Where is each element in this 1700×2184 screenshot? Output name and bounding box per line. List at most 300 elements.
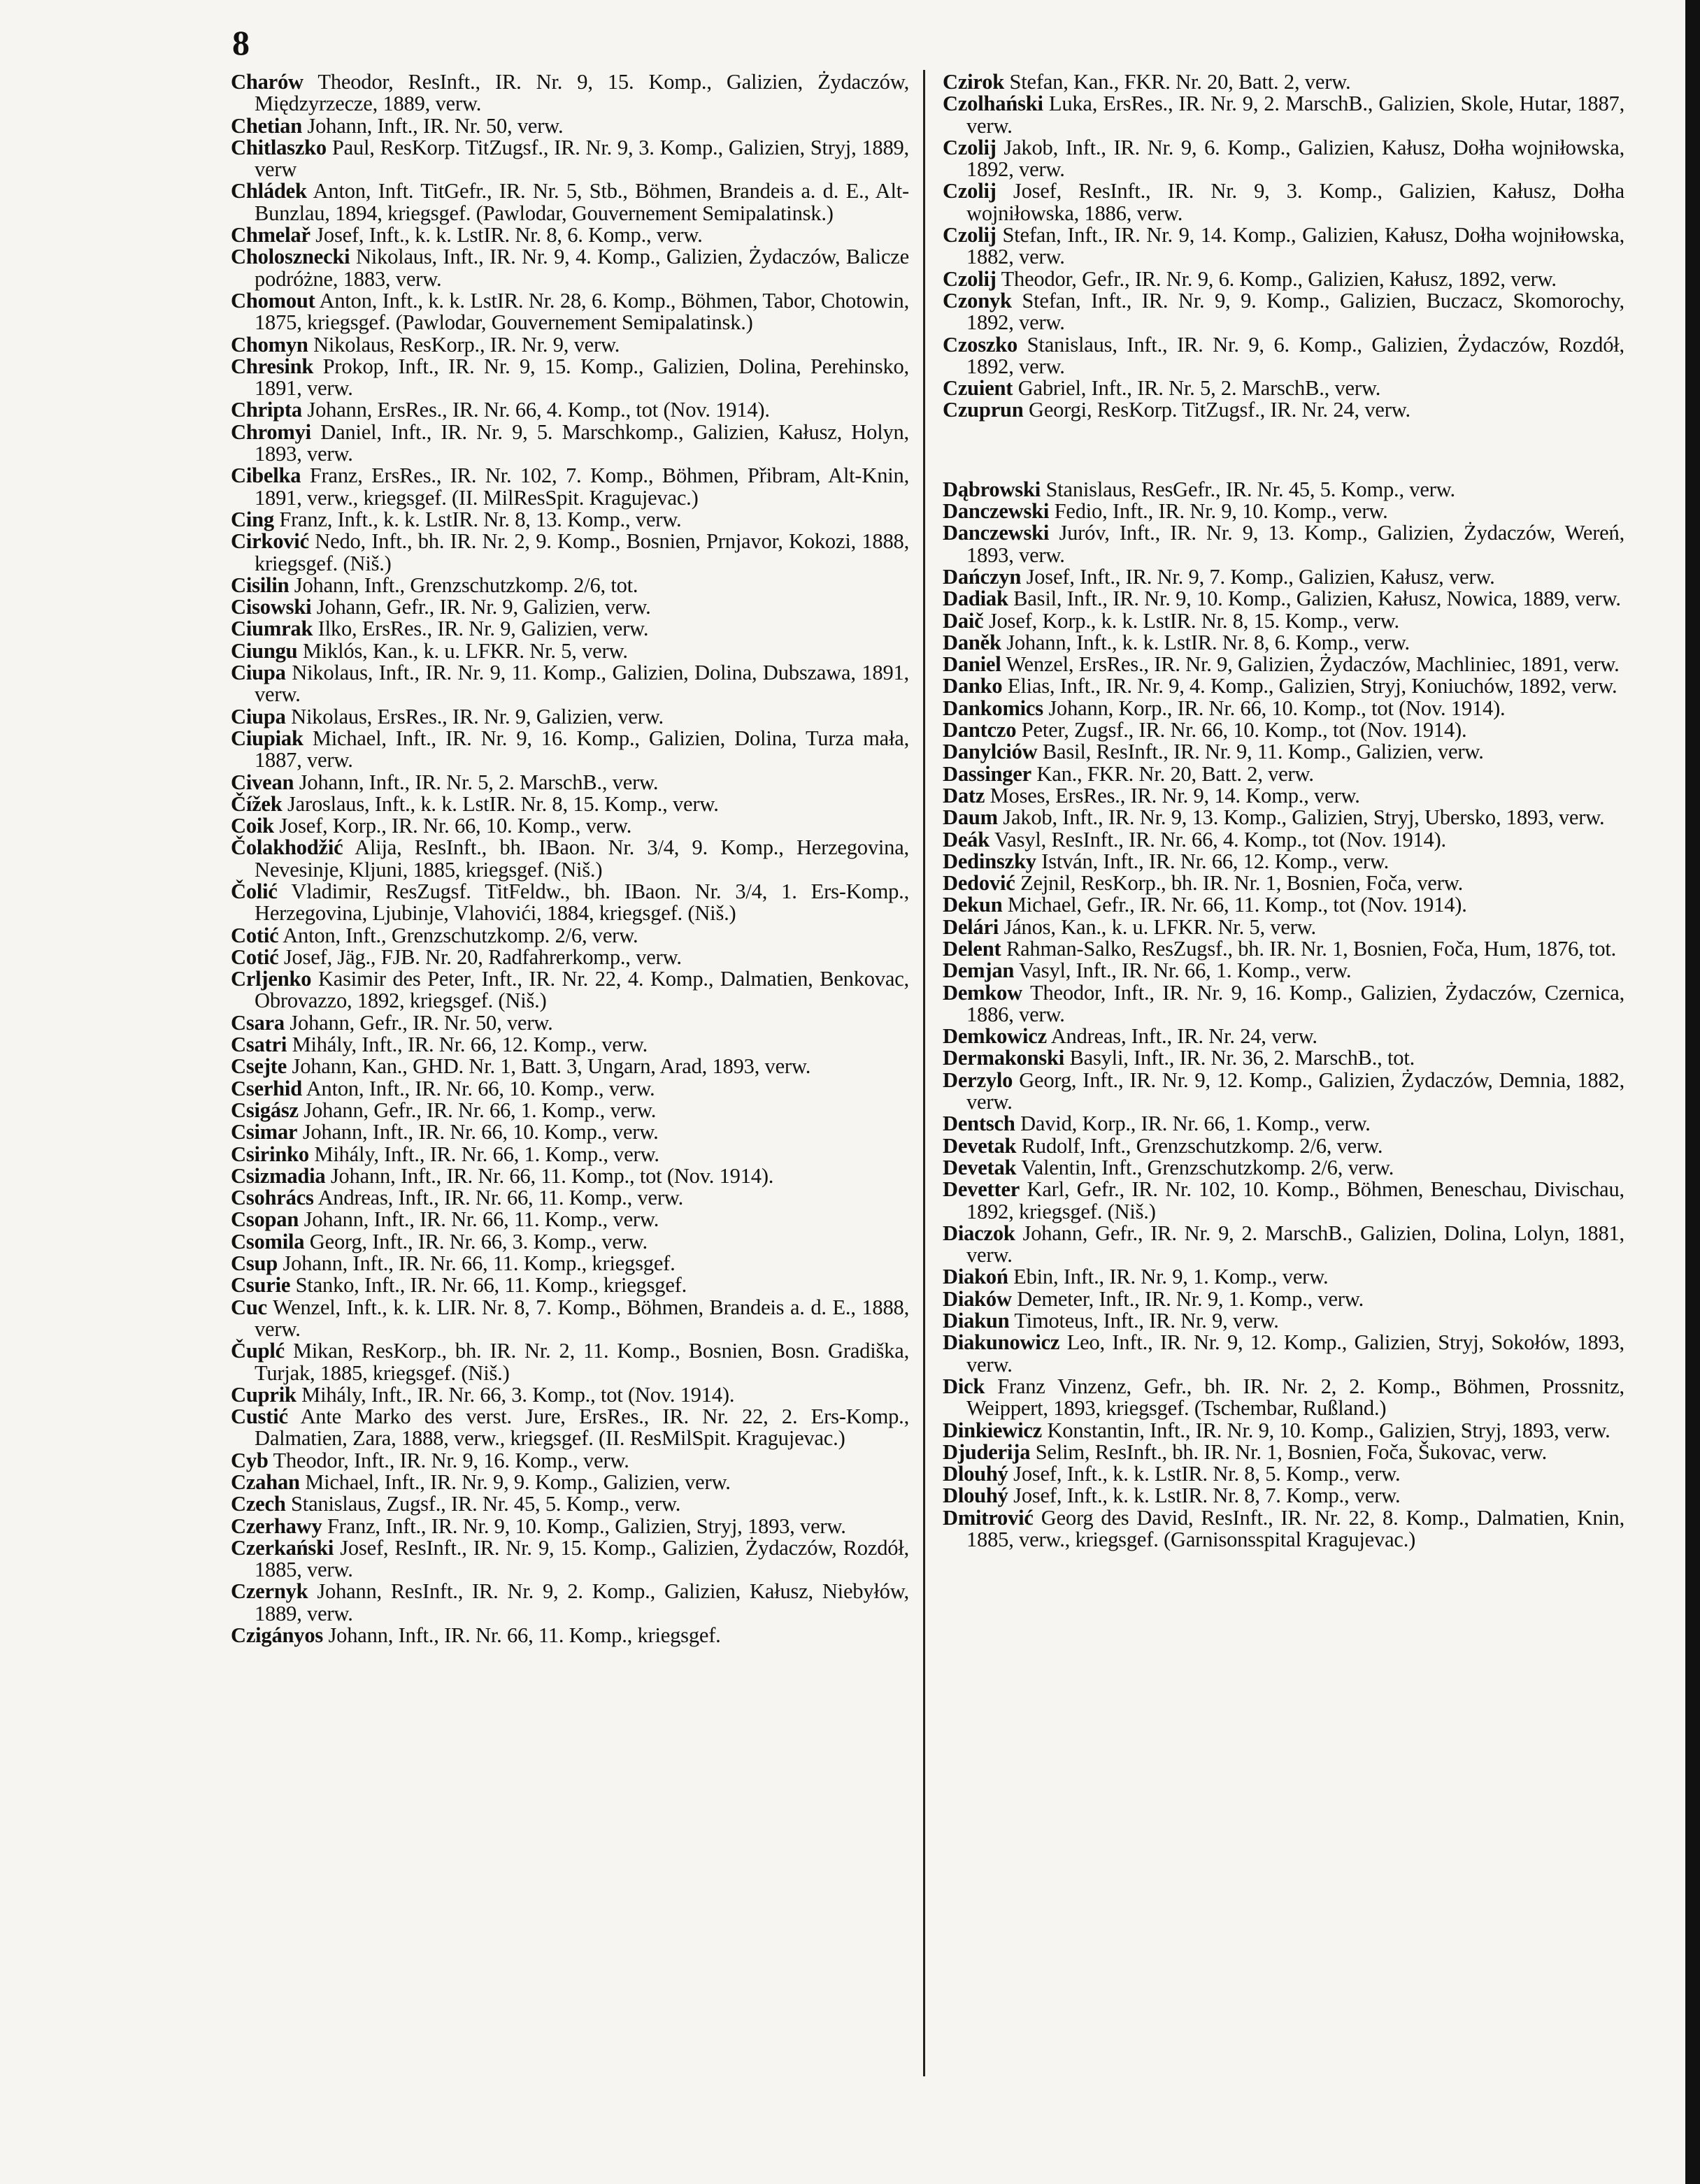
list-item bbox=[943, 1223, 1624, 1267]
entry-details: Michael, Gefr., IR. Nr. 66, 11. Komp., tot (Nov. 1914). bbox=[1007, 893, 1467, 917]
list-item bbox=[231, 1450, 909, 1472]
list-item bbox=[943, 180, 1624, 224]
entry-details: Josef, Jäg., FJB. Nr. 20, Radfahrerkomp., verw. bbox=[283, 944, 682, 969]
entry-surname: Dekun bbox=[943, 893, 1003, 917]
entry-details: Basil, ResInft., IR. Nr. 9, 11. Komp., Galizien, verw. bbox=[1042, 740, 1484, 764]
entry-details: János, Kan., k. u. LFKR. Nr. 5, verw. bbox=[1003, 914, 1316, 939]
entry-details: Stanko, Inft., IR. Nr. 66, 11. Komp., kriegsgef. bbox=[295, 1273, 687, 1298]
entry-surname: Czonyk bbox=[943, 288, 1012, 312]
entry-details: Leo, Inft., IR. Nr. 9, 12. Komp., Galizien, Stryj, Sokołów, 1893, verw. bbox=[966, 1330, 1624, 1377]
entry-surname: Dedović bbox=[943, 871, 1015, 896]
entry-surname: Czoszko bbox=[943, 332, 1018, 357]
entry-surname: Dąbrowski bbox=[943, 477, 1041, 501]
entry-details: Konstantin, Inft., IR. Nr. 9, 10. Komp., Galizien, Stryj, 1893, verw. bbox=[1047, 1418, 1610, 1442]
entry-surname: Datz bbox=[943, 783, 985, 807]
entry-surname: Ciupa bbox=[231, 704, 286, 728]
list-item bbox=[943, 829, 1624, 851]
entry-details: Karl, Gefr., IR. Nr. 102, 10. Komp., Böhmen, Beneschau, Divischau, 1892, kriegsgef. (Niš.) bbox=[966, 1177, 1624, 1223]
entry-surname: Dermakonski bbox=[943, 1046, 1065, 1070]
entry-details: Paul, ResKorp. TitZugsf., IR. Nr. 9, 3. Komp., Galizien, Stryj, 1889, verw bbox=[255, 135, 909, 182]
entry-surname: Demkowicz bbox=[943, 1024, 1047, 1049]
entry-surname: Čuplć bbox=[231, 1339, 285, 1363]
entry-surname: Cisilin bbox=[231, 573, 290, 597]
list-item bbox=[943, 93, 1624, 137]
entry-details: Theodor, Inft., IR. Nr. 9, 16. Komp., Galizien, Żydaczów, Czernica, 1886, verw. bbox=[966, 980, 1624, 1026]
entry-surname: Cisowski bbox=[231, 595, 312, 619]
list-item bbox=[231, 1297, 909, 1341]
list-item bbox=[231, 1406, 909, 1450]
entry-surname: Dassinger bbox=[943, 761, 1031, 786]
entry-surname: Czernyk bbox=[231, 1579, 308, 1604]
entry-surname: Cholosznecki bbox=[231, 245, 350, 269]
entry-surname: Czerkański bbox=[231, 1535, 334, 1560]
entry-details: Georgi, ResKorp. TitZugsf., IR. Nr. 24, verw. bbox=[1029, 398, 1410, 422]
entry-surname: Daič bbox=[943, 608, 984, 633]
entry-details: Nikolaus, Inft., IR. Nr. 9, 11. Komp., Galizien, Dolina, Dubszawa, 1891, verw. bbox=[255, 661, 909, 707]
entry-details: Andreas, Inft., IR. Nr. 24, verw. bbox=[1050, 1024, 1317, 1049]
entry-details: Jakob, Inft., IR. Nr. 9, 13. Komp., Galizien, Stryj, Ubersko, 1893, verw. bbox=[1003, 805, 1605, 830]
list-item bbox=[231, 1340, 909, 1384]
entry-details: Mihály, Inft., IR. Nr. 66, 3. Komp., tot (Nov. 1914). bbox=[301, 1382, 735, 1407]
list-item bbox=[943, 399, 1624, 421]
entry-surname: Coik bbox=[231, 814, 274, 838]
entry-surname: Dmitrović bbox=[943, 1505, 1034, 1530]
entry-details: Miklós, Kan., k. u. LFKR. Nr. 5, verw. bbox=[302, 638, 628, 663]
entry-surname: Čolić bbox=[231, 879, 278, 903]
entry-details: Josef, Korp., IR. Nr. 66, 10. Komp., verw. bbox=[279, 814, 632, 838]
entry-surname: Dańczyn bbox=[943, 564, 1022, 589]
entry-surname: Chresink bbox=[231, 354, 314, 378]
entry-details: Franz, Inft., k. k. LstIR. Nr. 8, 13. Komp., verw. bbox=[279, 507, 682, 531]
list-item bbox=[943, 675, 1624, 697]
list-item bbox=[231, 1537, 909, 1581]
entry-details: Nikolaus, Inft., IR. Nr. 9, 4. Komp., Galizien, Żydaczów, Balicze podróżne, 1883, verw. bbox=[255, 245, 909, 291]
entry-details: Stanislaus, Zugsf., IR. Nr. 45, 5. Komp., verw. bbox=[291, 1492, 681, 1516]
list-item bbox=[231, 1231, 909, 1253]
list-item bbox=[943, 1485, 1624, 1507]
entry-details: Kan., FKR. Nr. 20, Batt. 2, verw. bbox=[1036, 761, 1314, 786]
entry-surname: Devetak bbox=[943, 1133, 1017, 1158]
list-item bbox=[231, 1581, 909, 1625]
entry-details: Johann, Kan., GHD. Nr. 1, Batt. 3, Ungarn, Arad, 1893, verw. bbox=[292, 1054, 811, 1079]
entry-surname: Csurie bbox=[231, 1273, 291, 1298]
list-item bbox=[943, 719, 1624, 741]
entry-surname: Chetian bbox=[231, 113, 302, 138]
entry-details: Josef, Inft., k. k. LstIR. Nr. 8, 5. Komp., verw. bbox=[1013, 1462, 1401, 1486]
entry-details: Georg des David, ResInft., IR. Nr. 22, 8. Komp., Dalmatien, Knin, 1885, verw., kriegsgef. (Garnisonsspital Kragujevac.) bbox=[966, 1505, 1624, 1551]
entry-details: Mihály, Inft., IR. Nr. 66, 12. Komp., verw. bbox=[292, 1033, 648, 1057]
entry-surname: Czuient bbox=[943, 376, 1013, 401]
entry-surname: Csup bbox=[231, 1251, 278, 1276]
entry-surname: Cotić bbox=[231, 923, 279, 947]
entry-surname: Cuc bbox=[231, 1295, 267, 1319]
list-item bbox=[943, 1070, 1624, 1114]
list-item bbox=[231, 180, 909, 224]
entry-surname: Civean bbox=[231, 770, 294, 794]
entry-surname: Devetter bbox=[943, 1177, 1020, 1202]
list-item bbox=[943, 894, 1624, 916]
entry-details: Johann, Inft., IR. Nr. 50, verw. bbox=[307, 113, 564, 138]
list-item bbox=[943, 1288, 1624, 1310]
left-column bbox=[231, 71, 909, 1646]
entry-surname: Daněk bbox=[943, 630, 1001, 654]
list-item bbox=[231, 531, 909, 575]
entry-details: Alija, ResInft., bh. IBaon. Nr. 3/4, 9. Komp., Herzegovina, Nevesinje, Kljuni, 1885, kriegsgef. (Niš.) bbox=[255, 835, 909, 882]
entry-surname: Daum bbox=[943, 805, 998, 830]
entry-surname: Csohrács bbox=[231, 1186, 314, 1210]
entry-surname: Danko bbox=[943, 674, 1003, 698]
entry-surname: Ciumrak bbox=[231, 617, 313, 641]
entry-surname: Chmelař bbox=[231, 223, 310, 247]
list-item bbox=[943, 479, 1624, 501]
list-item bbox=[943, 290, 1624, 334]
list-item bbox=[231, 640, 909, 662]
entry-surname: Csopan bbox=[231, 1207, 299, 1232]
entry-surname: Danczewski bbox=[943, 499, 1050, 524]
entry-surname: Chromyi bbox=[231, 419, 311, 444]
entry-surname: Czech bbox=[231, 1492, 286, 1516]
entry-surname: Charów bbox=[231, 70, 303, 94]
list-item bbox=[231, 246, 909, 290]
list-item bbox=[943, 224, 1624, 268]
list-item bbox=[231, 1472, 909, 1493]
entry-details: Fedio, Inft., IR. Nr. 9, 10. Komp., verw. bbox=[1054, 499, 1388, 524]
list-item bbox=[231, 1144, 909, 1165]
list-item bbox=[943, 938, 1624, 960]
list-item bbox=[943, 566, 1624, 588]
entry-details: Basyli, Inft., IR. Nr. 36, 2. MarschB., tot. bbox=[1069, 1046, 1415, 1070]
entry-details: Johann, ErsRes., IR. Nr. 66, 4. Komp., tot (Nov. 1914). bbox=[307, 398, 770, 422]
list-item bbox=[231, 1012, 909, 1034]
list-item bbox=[231, 1165, 909, 1187]
entry-details: Prokop, Inft., IR. Nr. 9, 15. Komp., Galizien, Dolina, Perehinsko, 1891, verw. bbox=[255, 354, 909, 401]
column-divider bbox=[923, 70, 925, 2076]
list-item bbox=[943, 1135, 1624, 1157]
list-item bbox=[231, 1187, 909, 1209]
entry-surname: Chripta bbox=[231, 398, 302, 422]
entry-surname: Csimar bbox=[231, 1120, 298, 1144]
entry-details: Franz, ErsRes., IR. Nr. 102, 7. Komp., Böhmen, Přibram, Alt-Knin, 1891, verw., kriegsgef. (II. MilResSpit. Kragujevac.) bbox=[255, 464, 909, 510]
entry-details: Johann, Gefr., IR. Nr. 9, Galizien, verw. bbox=[316, 595, 651, 619]
entry-surname: Cyb bbox=[231, 1448, 269, 1472]
entry-details: Anton, Inft., IR. Nr. 66, 10. Komp., verw. bbox=[306, 1076, 655, 1100]
entry-surname: Derzylo bbox=[943, 1068, 1013, 1092]
list-item bbox=[943, 741, 1624, 763]
list-item bbox=[943, 1310, 1624, 1332]
list-item bbox=[231, 224, 909, 246]
entry-details: Stefan, Inft., IR. Nr. 9, 9. Komp., Galizien, Buczacz, Skomorochy, 1892, verw. bbox=[966, 288, 1624, 335]
list-item bbox=[943, 268, 1624, 290]
entry-details: Elias, Inft., IR. Nr. 9, 4. Komp., Galizien, Stryj, Koniuchów, 1892, verw. bbox=[1007, 674, 1617, 698]
list-item bbox=[231, 575, 909, 596]
entry-details: Rahman-Salko, ResZugsf., bh. IR. Nr. 1, Bosnien, Foča, Hum, 1876, tot. bbox=[1006, 936, 1617, 961]
entry-surname: Cotić bbox=[231, 944, 279, 969]
entry-details: Stefan, Inft., IR. Nr. 9, 14. Komp., Galizien, Kałusz, Dołha wojniłowska, 1882, verw. bbox=[966, 223, 1624, 269]
entry-details: Wenzel, ErsRes., IR. Nr. 9, Galizien, Żydaczów, Machliniec, 1891, verw. bbox=[1006, 652, 1620, 677]
entry-surname: Demjan bbox=[943, 958, 1015, 983]
entry-details: Daniel, Inft., IR. Nr. 9, 5. Marschkomp., Galizien, Kałusz, Holyn, 1893, verw. bbox=[255, 419, 909, 466]
list-item bbox=[231, 772, 909, 793]
entry-surname: Devetak bbox=[943, 1155, 1017, 1179]
list-item bbox=[231, 334, 909, 356]
entry-surname: Czolij bbox=[943, 135, 997, 159]
list-item bbox=[943, 654, 1624, 675]
entry-details: Nikolaus, ErsRes., IR. Nr. 9, Galizien, verw. bbox=[291, 704, 664, 728]
entry-surname: Cing bbox=[231, 507, 274, 531]
entry-surname: Diaków bbox=[943, 1286, 1012, 1311]
list-item bbox=[943, 914, 1624, 939]
entry-details: Gabriel, Inft., IR. Nr. 5, 2. MarschB., verw. bbox=[1017, 376, 1381, 401]
entry-details: Johann, Inft., IR. Nr. 66, 11. Komp., tot (Nov. 1914). bbox=[330, 1163, 774, 1188]
entry-details: Valentin, Inft., Grenzschutzkomp. 2/6, verw. bbox=[1021, 1155, 1394, 1179]
entry-surname: Czolhański bbox=[943, 92, 1043, 116]
entry-surname: Diakunowicz bbox=[943, 1330, 1060, 1355]
entry-surname: Custić bbox=[231, 1404, 288, 1429]
entry-surname: Csara bbox=[231, 1010, 285, 1035]
entry-details: Kasimir des Peter, Inft., IR. Nr. 22, 4. Komp., Dalmatien, Benkovac, Obrovazzo, 1892, kriegsgef. (Niš.) bbox=[255, 967, 909, 1013]
right-column-c-entries bbox=[943, 71, 1624, 422]
entry-details: Johann, Gefr., IR. Nr. 50, verw. bbox=[290, 1010, 553, 1035]
list-item bbox=[943, 71, 1624, 93]
list-item bbox=[231, 290, 909, 334]
entry-details: Ilko, ErsRes., IR. Nr. 9, Galizien, verw. bbox=[317, 617, 649, 641]
entry-details: Johann, ResInft., IR. Nr. 9, 2. Komp., Galizien, Kałusz, Niebyłów, 1889, verw. bbox=[255, 1579, 909, 1625]
entry-details: Wenzel, Inft., k. k. LIR. Nr. 8, 7. Komp., Böhmen, Brandeis a. d. E., 1888, verw. bbox=[255, 1295, 909, 1341]
entry-details: Theodor, Gefr., IR. Nr. 9, 6. Komp., Galizien, Kałusz, 1892, verw. bbox=[1001, 266, 1557, 291]
entry-surname: Dentsch bbox=[943, 1112, 1015, 1136]
list-item bbox=[943, 851, 1624, 872]
list-item bbox=[231, 1493, 909, 1515]
list-item bbox=[231, 465, 909, 509]
entry-details: Georg, Inft., IR. Nr. 66, 3. Komp., verw. bbox=[309, 1229, 648, 1253]
entry-details: Franz, Inft., IR. Nr. 9, 10. Komp., Galizien, Stryj, 1893, verw. bbox=[327, 1514, 846, 1538]
entry-details: David, Korp., IR. Nr. 66, 1. Komp., verw. bbox=[1020, 1112, 1371, 1136]
entry-surname: Chomyn bbox=[231, 332, 308, 357]
entry-surname: Dinkiewicz bbox=[943, 1418, 1043, 1442]
list-item bbox=[943, 1420, 1624, 1442]
list-item bbox=[943, 698, 1624, 719]
entry-surname: Dantczo bbox=[943, 718, 1017, 742]
list-item bbox=[231, 356, 909, 400]
list-item bbox=[943, 588, 1624, 610]
entry-details: Basil, Inft., IR. Nr. 9, 10. Komp., Galizien, Kałusz, Nowica, 1889, verw. bbox=[1013, 587, 1621, 611]
list-item bbox=[943, 1376, 1624, 1420]
list-item bbox=[231, 1209, 909, 1230]
entry-surname: Dlouhý bbox=[943, 1483, 1008, 1508]
list-item bbox=[231, 618, 909, 640]
entry-surname: Czolij bbox=[943, 179, 997, 203]
entry-details: Anton, Inft., k. k. LstIR. Nr. 28, 6. Komp., Böhmen, Tabor, Chotowin, 1875, kriegsgef. (Pawlodar, Gouvernement Semipalatinsk.) bbox=[255, 288, 909, 335]
entry-surname: Dick bbox=[943, 1374, 985, 1398]
entry-details: Georg, Inft., IR. Nr. 9, 12. Komp., Galizien, Żydaczów, Demnia, 1882, verw. bbox=[966, 1068, 1624, 1114]
entry-details: Nedo, Inft., bh. IR. Nr. 2, 9. Komp., Bosnien, Prnjavor, Kokozi, 1888, kriegsgef. (Niš.) bbox=[255, 529, 909, 575]
entry-details: Stefan, Kan., FKR. Nr. 20, Batt. 2, verw. bbox=[1009, 70, 1351, 94]
list-item bbox=[231, 1253, 909, 1274]
entry-details: Franz Vinzenz, Gefr., bh. IR. Nr. 2, 2. Komp., Böhmen, Prossnitz, Weippert, 1893, kriegsgef. (Tschembar, Rußland.) bbox=[966, 1374, 1624, 1421]
entry-surname: Dedinszky bbox=[943, 849, 1036, 873]
entry-surname: Cserhid bbox=[231, 1076, 302, 1100]
list-item bbox=[943, 960, 1624, 982]
list-item bbox=[231, 944, 909, 969]
list-item bbox=[943, 1439, 1624, 1464]
entry-surname: Diaczok bbox=[943, 1221, 1015, 1245]
entry-details: Michael, Inft., IR. Nr. 9, 9. Komp., Galizien, verw. bbox=[305, 1470, 731, 1494]
list-item bbox=[231, 399, 909, 421]
list-item bbox=[943, 610, 1624, 632]
entry-details: Zejnil, ResKorp., bh. IR. Nr. 1, Bosnien, Foča, verw. bbox=[1020, 871, 1464, 896]
list-item bbox=[231, 1034, 909, 1056]
entry-details: Theodor, ResInft., IR. Nr. 9, 15. Komp., Galizien, Żydaczów, Międzyrzecze, 1889, verw. bbox=[255, 70, 909, 116]
entry-surname: Cibelka bbox=[231, 464, 301, 488]
right-column-d-entries bbox=[943, 479, 1624, 1551]
list-item bbox=[231, 1625, 909, 1646]
list-item bbox=[231, 706, 909, 728]
entry-surname: Dankomics bbox=[943, 696, 1043, 720]
list-item bbox=[943, 378, 1624, 399]
entry-details: Josef, Inft., k. k. LstIR. Nr. 8, 7. Komp., verw. bbox=[1013, 1483, 1401, 1508]
list-item bbox=[231, 881, 909, 925]
entry-surname: Chitlaszko bbox=[231, 135, 327, 159]
list-item bbox=[231, 837, 909, 881]
entry-details: Josef, Inft., k. k. LstIR. Nr. 8, 6. Komp., verw. bbox=[315, 223, 703, 247]
entry-details: Nikolaus, ResKorp., IR. Nr. 9, verw. bbox=[313, 332, 620, 357]
entry-details: Peter, Zugsf., IR. Nr. 66, 10. Komp., tot (Nov. 1914). bbox=[1021, 718, 1467, 742]
entry-surname: Csejte bbox=[231, 1054, 287, 1079]
entry-details: Moses, ErsRes., IR. Nr. 9, 14. Komp., verw. bbox=[990, 783, 1360, 807]
entry-surname: Demkow bbox=[943, 980, 1023, 1005]
right-column bbox=[943, 71, 1624, 1551]
list-item bbox=[231, 662, 909, 706]
list-item bbox=[231, 419, 909, 466]
list-item bbox=[231, 71, 909, 115]
list-item bbox=[231, 509, 909, 531]
list-item bbox=[943, 501, 1624, 522]
page-number: 8 bbox=[232, 23, 250, 62]
entry-surname: Danylciów bbox=[943, 740, 1038, 764]
list-item bbox=[943, 785, 1624, 807]
entry-details: Johann, Inft., Grenzschutzkomp. 2/6, tot. bbox=[294, 573, 638, 597]
entry-surname: Djuderija bbox=[943, 1439, 1031, 1464]
entry-surname: Csatri bbox=[231, 1033, 287, 1057]
entry-surname: Czerhawy bbox=[231, 1514, 322, 1538]
list-item bbox=[943, 522, 1624, 566]
entry-surname: Csigász bbox=[231, 1098, 299, 1122]
entry-details: Johann, Inft., IR. Nr. 66, 11. Komp., kriegsgef. bbox=[283, 1251, 676, 1276]
list-item bbox=[231, 1121, 909, 1143]
list-item bbox=[231, 115, 909, 137]
list-item bbox=[231, 1516, 909, 1537]
section-gap bbox=[943, 422, 1624, 479]
entry-surname: Czigányos bbox=[231, 1623, 324, 1648]
list-item bbox=[943, 763, 1624, 785]
entry-details: István, Inft., IR. Nr. 66, 12. Komp., verw. bbox=[1041, 849, 1390, 873]
entry-details: Stanislaus, Inft., IR. Nr. 9, 6. Komp., Galizien, Żydaczów, Rozdół, 1892, verw. bbox=[966, 332, 1624, 378]
list-item bbox=[943, 807, 1624, 828]
entry-surname: Czuprun bbox=[943, 398, 1024, 422]
list-item bbox=[943, 1507, 1624, 1551]
list-item bbox=[231, 1100, 909, 1121]
list-item bbox=[231, 793, 909, 815]
entry-details: Mikan, ResKorp., bh. IR. Nr. 2, 11. Komp., Bosnien, Bosn. Gradiška, Turjak, 1885, kriegsgef. (Niš.) bbox=[255, 1339, 909, 1385]
entry-details: Stanislaus, ResGefr., IR. Nr. 45, 5. Komp., verw. bbox=[1045, 477, 1455, 501]
entry-surname: Danczewski bbox=[943, 521, 1050, 545]
list-item bbox=[231, 1274, 909, 1296]
entry-details: Selim, ResInft., bh. IR. Nr. 1, Bosnien, Foča, Šukovac, verw. bbox=[1035, 1439, 1548, 1464]
list-item bbox=[943, 334, 1624, 378]
entry-details: Vasyl, Inft., IR. Nr. 66, 1. Komp., verw. bbox=[1019, 958, 1352, 983]
list-item bbox=[943, 1026, 1624, 1047]
entry-details: Josef, Korp., k. k. LstIR. Nr. 8, 15. Komp., verw. bbox=[988, 608, 1399, 633]
entry-details: Anton, Inft., Grenzschutzkomp. 2/6, verw. bbox=[283, 923, 638, 947]
entry-surname: Csizmadia bbox=[231, 1163, 326, 1188]
list-item bbox=[943, 137, 1624, 181]
entry-surname: Cuprik bbox=[231, 1382, 297, 1407]
entry-details: Michael, Inft., IR. Nr. 9, 16. Komp., Galizien, Dolina, Turza mała, 1887, verw. bbox=[255, 726, 909, 773]
entry-surname: Czolij bbox=[943, 266, 997, 291]
list-item bbox=[231, 968, 909, 1012]
entry-surname: Cirković bbox=[231, 529, 309, 554]
list-item bbox=[943, 1157, 1624, 1179]
entry-surname: Csomila bbox=[231, 1229, 305, 1253]
scan-edge bbox=[1685, 0, 1700, 2184]
entry-details: Josef, ResInft., IR. Nr. 9, 3. Komp., Galizien, Kałusz, Dołha wojniłowska, 1886, verw. bbox=[966, 179, 1624, 225]
entry-details: Johann, Inft., IR. Nr. 5, 2. MarschB., verw. bbox=[299, 770, 659, 794]
list-item bbox=[943, 872, 1624, 894]
entry-details: Johann, Gefr., IR. Nr. 9, 2. MarschB., Galizien, Dolina, Lolyn, 1881, verw. bbox=[966, 1221, 1624, 1267]
entry-details: Demeter, Inft., IR. Nr. 9, 1. Komp., verw. bbox=[1017, 1286, 1364, 1311]
list-item bbox=[943, 1463, 1624, 1485]
entry-details: Josef, Inft., IR. Nr. 9, 7. Komp., Galizien, Kałusz, verw. bbox=[1026, 564, 1495, 589]
entry-surname: Diakoń bbox=[943, 1265, 1008, 1289]
entry-details: Ebin, Inft., IR. Nr. 9, 1. Komp., verw. bbox=[1013, 1265, 1329, 1289]
entry-surname: Čížek bbox=[231, 791, 283, 816]
entry-details: Rudolf, Inft., Grenzschutzkomp. 2/6, verw. bbox=[1021, 1133, 1383, 1158]
entry-surname: Delári bbox=[943, 914, 999, 939]
entry-details: Vasyl, ResInft., IR. Nr. 66, 4. Komp., tot (Nov. 1914). bbox=[994, 827, 1446, 852]
entry-surname: Ciupiak bbox=[231, 726, 303, 750]
entry-surname: Chomout bbox=[231, 288, 315, 312]
entry-surname: Chládek bbox=[231, 179, 307, 203]
list-item bbox=[943, 1332, 1624, 1376]
list-item bbox=[943, 1047, 1624, 1069]
list-item bbox=[231, 815, 909, 837]
list-item bbox=[231, 728, 909, 772]
entry-surname: Delent bbox=[943, 936, 1001, 961]
entry-details: Andreas, Inft., IR. Nr. 66, 11. Komp., verw. bbox=[317, 1186, 684, 1210]
list-item bbox=[943, 1179, 1624, 1223]
entry-details: Josef, ResInft., IR. Nr. 9, 15. Komp., Galizien, Żydaczów, Rozdół, 1885, verw. bbox=[255, 1535, 909, 1582]
entry-details: Johann, Inft., k. k. LstIR. Nr. 8, 6. Komp., verw. bbox=[1006, 630, 1410, 654]
list-item bbox=[943, 1113, 1624, 1135]
entry-surname: Diakun bbox=[943, 1309, 1010, 1333]
entry-details: Johann, Gefr., IR. Nr. 66, 1. Komp., verw. bbox=[303, 1098, 657, 1122]
entry-details: Vladimir, ResZugsf. TitFeldw., bh. IBaon. Nr. 3/4, 1. Ers-Komp., Herzegovina, Ljubinje, Vlahovići, 1884, kriegsgef. (Niš.) bbox=[255, 879, 909, 926]
entry-details: Juróv, Inft., IR. Nr. 9, 13. Komp., Galizien, Żydaczów, Wereń, 1893, verw. bbox=[966, 521, 1624, 567]
entry-surname: Ciungu bbox=[231, 638, 298, 663]
list-item bbox=[231, 596, 909, 618]
entry-details: Timoteus, Inft., IR. Nr. 9, verw. bbox=[1014, 1309, 1279, 1333]
entry-surname: Crljenko bbox=[231, 967, 312, 991]
entry-surname: Deák bbox=[943, 827, 990, 852]
entry-surname: Czolij bbox=[943, 223, 997, 247]
list-item bbox=[943, 982, 1624, 1026]
list-item bbox=[231, 1078, 909, 1100]
list-item bbox=[231, 925, 909, 947]
entry-surname: Dadiak bbox=[943, 587, 1008, 611]
entry-details: Johann, Inft., IR. Nr. 66, 11. Komp., kriegsgef. bbox=[328, 1623, 721, 1648]
entry-details: Jakob, Inft., IR. Nr. 9, 6. Komp., Galizien, Kałusz, Dołha wojniłowska, 1892, verw. bbox=[966, 135, 1624, 182]
entry-details: Ante Marko des verst. Jure, ErsRes., IR. Nr. 22, 2. Ers-Komp., Dalmatien, Zara, 1888, verw., kriegsgef. (II. ResMilSpit. Kragujevac.) bbox=[255, 1404, 909, 1451]
